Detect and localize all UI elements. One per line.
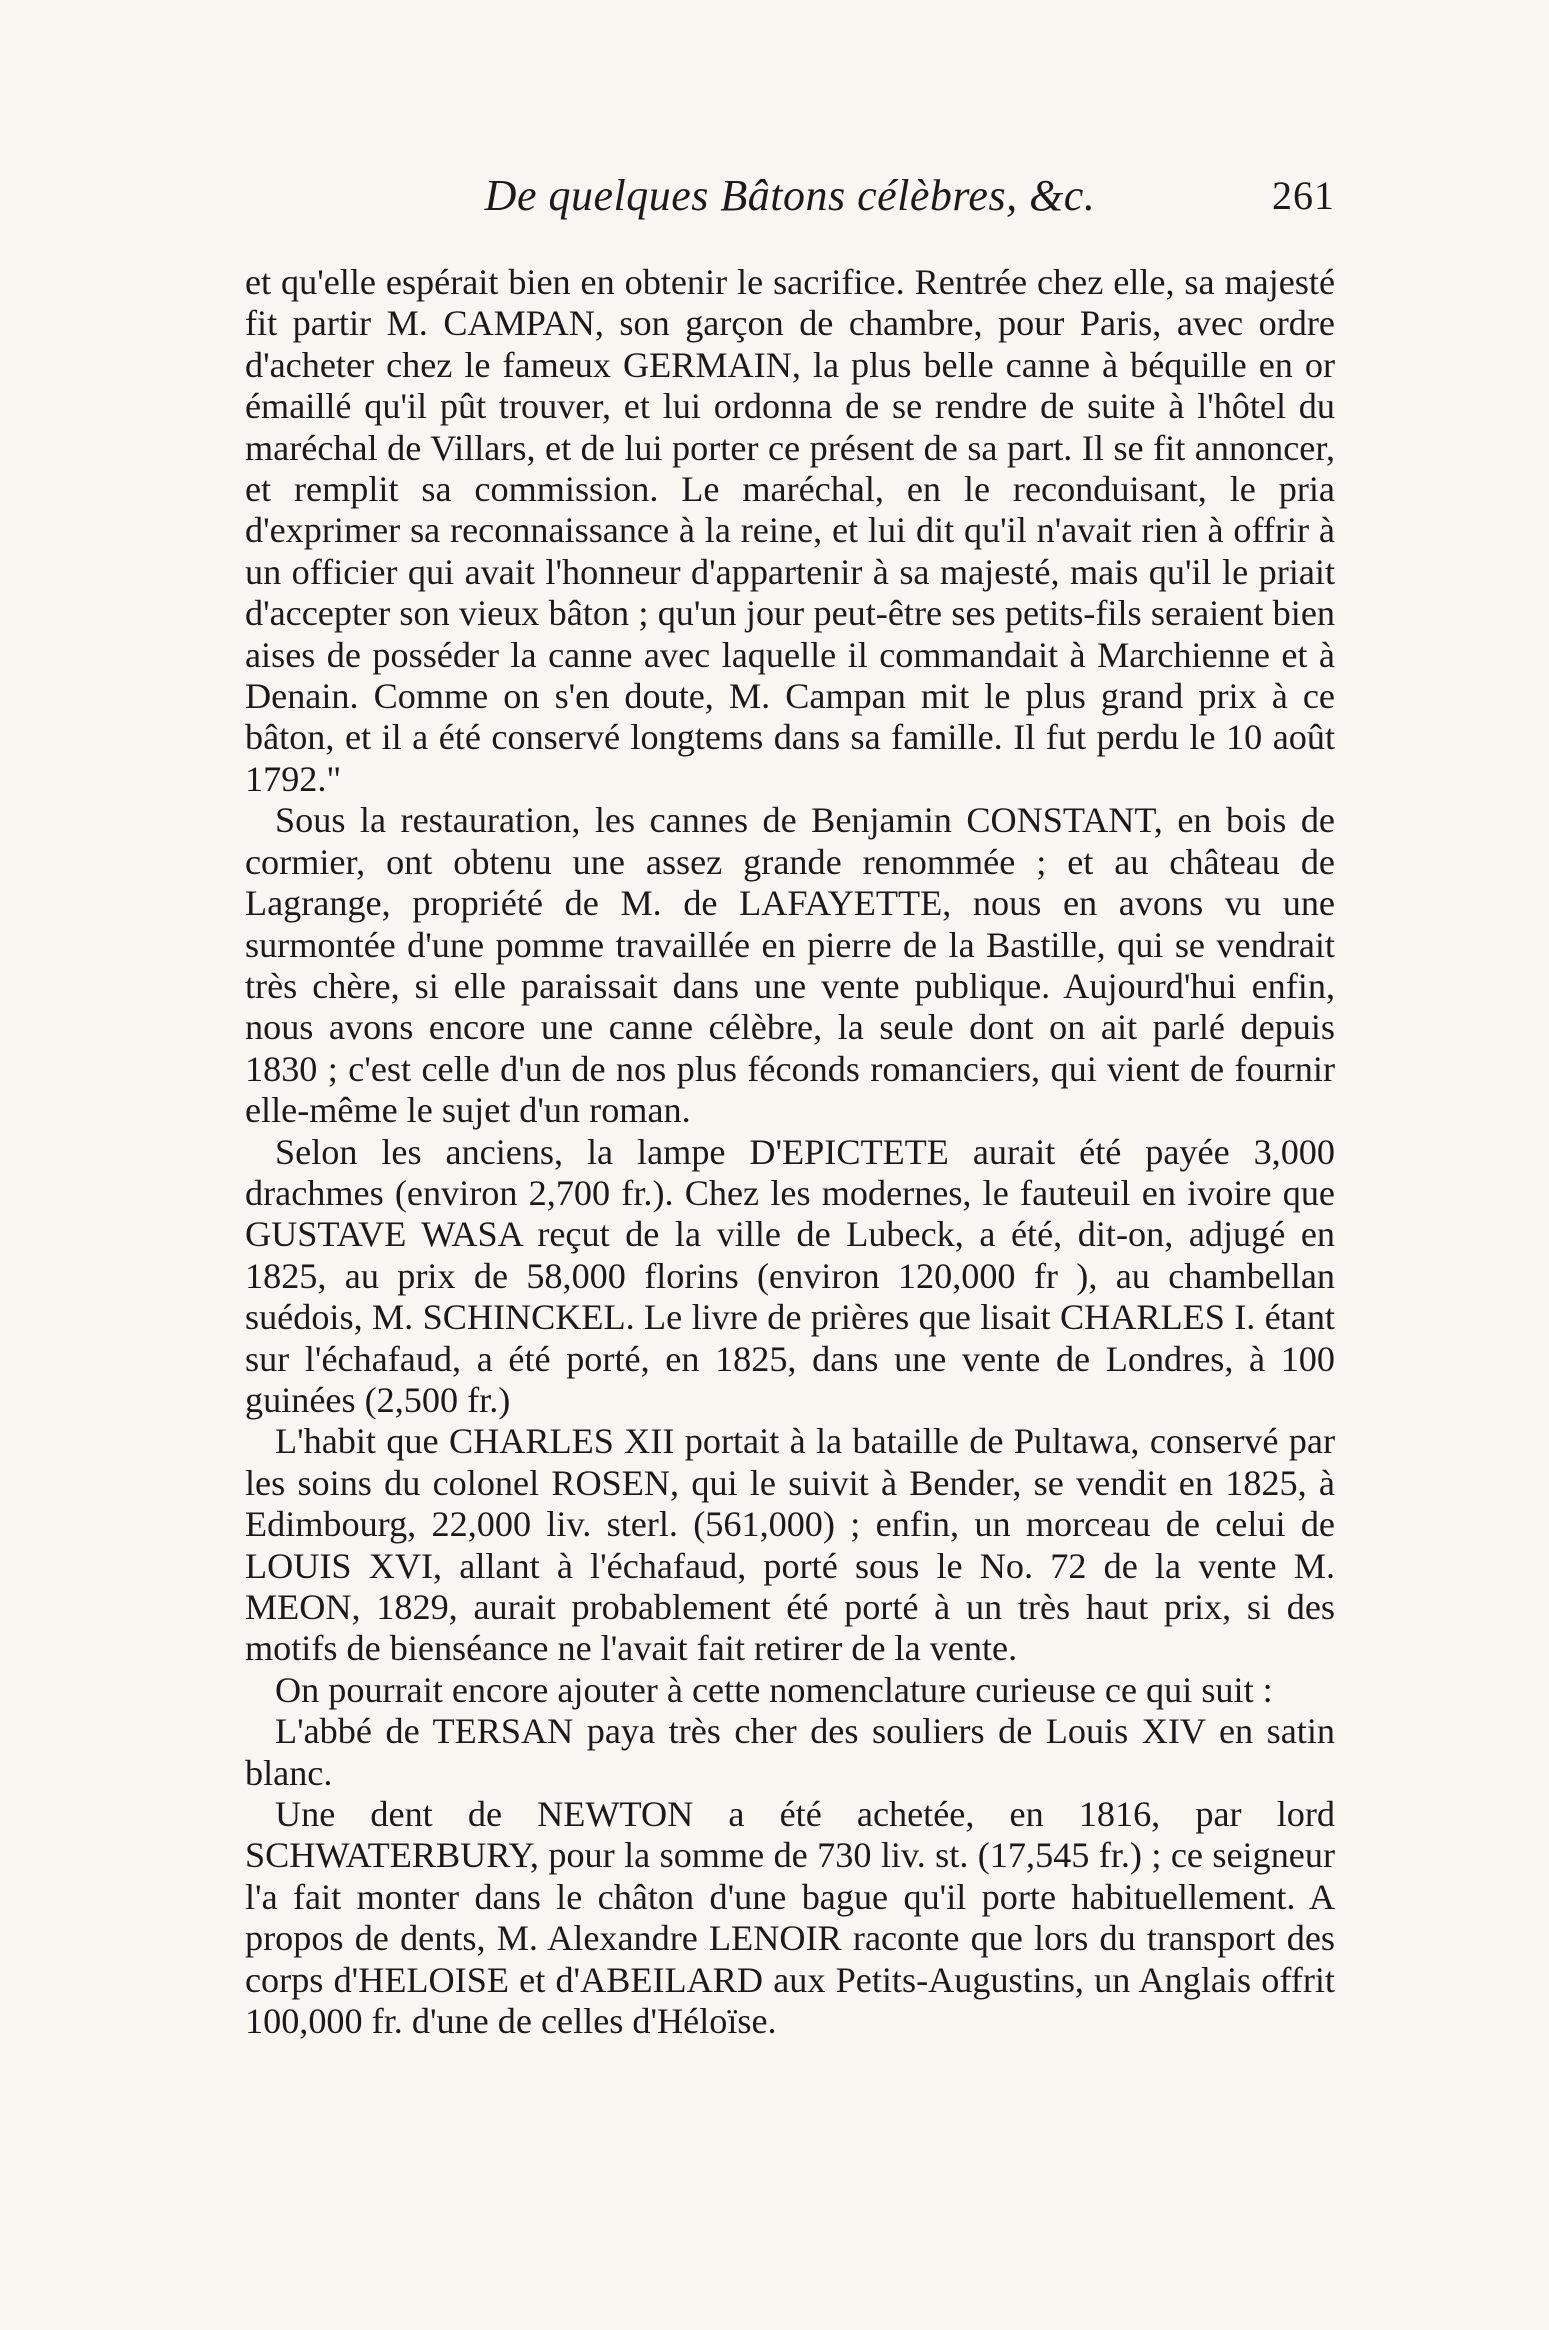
page-number: 261	[1272, 173, 1335, 218]
paragraph-newton: Une dent de NEWTON a été achetée, en 1816, par lord SCHWATERBURY, pour la somme de 730 liv. st. (17,545 fr.) ; ce seigneur l'a fait monter dans le châton d'une bague qu'il porte habituellement. A propos de dents, M. Alexandre LENOIR raconte que lors du transport des corps d'HELOISE et d'ABEILARD aux Petits-Augustins, un Anglais offrit 100,000 fr. d'une de celles d'Héloïse.	[245, 1794, 1335, 2042]
paragraph-charles-xii: L'habit que CHARLES XII portait à la bataille de Pultawa, conservé par les soins du colonel ROSEN, qui le suivit à Bender, se vendit en 1825, à Edimbourg, 22,000 liv. sterl. (561,000) ; enfin, un morceau de celui de LOUIS XVI, allant à l'échafaud, porté sous le No. 72 de la vente M. MEON, 1829, aurait probablement été porté à un très haut prix, si des motifs de bienséance ne l'avait fait retirer de la vente.	[245, 1421, 1335, 1669]
running-title: De quelques Bâtons célèbres, &c.	[484, 171, 1096, 220]
paragraph-nomenclature: On pourrait encore ajouter à cette nomenclature curieuse ce qui suit :	[275, 1669, 1273, 1710]
page-header	[245, 170, 1335, 250]
paragraph-restauration: Sous la restauration, les cannes de Benjamin CONSTANT, en bois de cormier, ont obtenu une assez grande renommée ; et au château de Lagrange, propriété de M. de LAFAYETTE, nous en avons vu une surmontée d'une pomme travaillée en pierre de la Bastille, qui se vendrait très chère, si elle paraissait dans une vente publique. Aujourd'hui enfin, nous avons encore une canne célèbre, la seule dont on ait parlé depuis 1830 ; c'est celle d'un de nos plus féconds romanciers, qui vient de fournir elle-même le sujet d'un roman.	[245, 800, 1335, 1131]
paragraph-tersan: L'abbé de TERSAN paya très cher des souliers de Louis XIV en satin blanc.	[245, 1711, 1335, 1793]
paragraph-anciens: Selon les anciens, la lampe D'EPICTETE aurait été payée 3,000 drachmes (environ 2,700 fr.). Chez les modernes, le fauteuil en ivoire que GUSTAVE WASA reçut de la ville de Lubeck, a été, dit-on, adjugé en 1825, au prix de 58,000 florins (environ 120,000 fr ), au chambellan suédois, M. SCHINCKEL. Le livre de prières que lisait CHARLES I. étant sur l'échafaud, a été porté, en 1825, dans une vente de Londres, à 100 guinées (2,500 fr.)	[245, 1131, 1335, 1420]
paragraph-continuation: et qu'elle espérait bien en obtenir le sacrifice. Rentrée chez elle, sa majesté fit partir M. CAMPAN, son garçon de chambre, pour Paris, avec ordre d'acheter chez le fameux GERMAIN, la plus belle canne à béquille en or émaillé qu'il pût trouver, et lui ordonna de se rendre de suite à l'hôtel du maréchal de Villars, et de lui porter ce présent de sa part. Il se fit annoncer, et remplit sa commission. Le maréchal, en le reconduisant, le pria d'exprimer sa reconnaissance à la reine, et lui dit qu'il n'avait rien à offrir à un officier qui avait l'honneur d'appartenir à sa majesté, mais qu'il le priait d'accepter son vieux bâton ; qu'un jour peut-être ses petits-fils seraient bien aises de posséder la canne avec laquelle il commandait à Marchienne et à Denain. Comme on s'en doute, M. Campan mit le plus grand prix à ce bâton, et il a été conservé longtems dans sa famille. Il fut perdu le 10 août 1792."	[245, 262, 1335, 799]
body-text	[245, 262, 1335, 2042]
